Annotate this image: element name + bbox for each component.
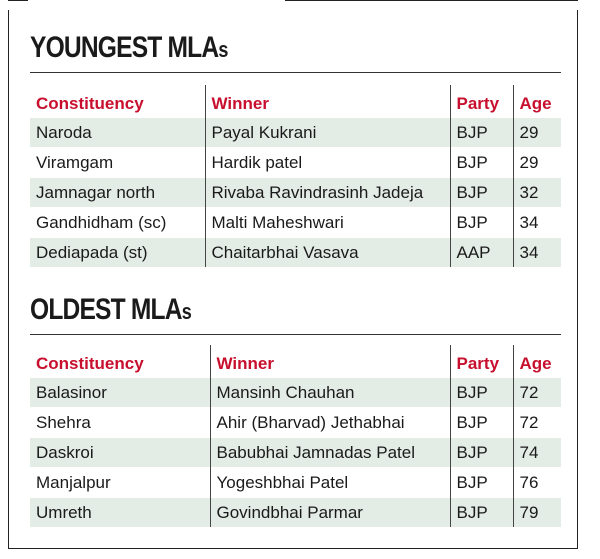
col-constituency: Constituency bbox=[36, 94, 144, 113]
table-row bbox=[30, 208, 561, 238]
cell-age: 72 bbox=[513, 378, 561, 408]
cell-party: BJP bbox=[450, 178, 513, 208]
cell-constituency: Jamnagar north bbox=[30, 178, 205, 208]
table-row bbox=[30, 408, 561, 438]
col-party: Party bbox=[450, 85, 513, 118]
youngest-table bbox=[30, 85, 561, 267]
cell-constituency: Dediapada (st) bbox=[30, 238, 205, 268]
table-row bbox=[30, 468, 561, 498]
cell-party: BJP bbox=[450, 208, 513, 238]
frame-top-left bbox=[8, 0, 28, 1]
youngest-title: YOUNGEST MLAs bbox=[30, 31, 228, 64]
col-party: Party bbox=[450, 345, 513, 378]
col-winner: Winner bbox=[205, 85, 450, 118]
cell-winner: Hardik patel bbox=[205, 148, 450, 178]
oldest-rule bbox=[30, 334, 561, 335]
cell-winner: Yogeshbhai Patel bbox=[210, 468, 450, 498]
cell-party: BJP bbox=[450, 408, 513, 438]
cell-age: 32 bbox=[513, 178, 561, 208]
cell-constituency: Daskroi bbox=[30, 438, 210, 468]
cell-party: BJP bbox=[450, 498, 513, 528]
cell-age: 76 bbox=[513, 468, 561, 498]
cell-age: 34 bbox=[513, 208, 561, 238]
cell-winner: Govindbhai Parmar bbox=[210, 498, 450, 528]
oldest-title: OLDEST MLAs bbox=[30, 293, 191, 326]
cell-age: 29 bbox=[513, 148, 561, 178]
cell-constituency: Naroda bbox=[30, 118, 205, 148]
cell-constituency: Manjalpur bbox=[30, 468, 210, 498]
cell-constituency: Viramgam bbox=[30, 148, 205, 178]
cell-winner: Payal Kukrani bbox=[205, 118, 450, 148]
cell-party: BJP bbox=[450, 468, 513, 498]
table-row bbox=[30, 378, 561, 408]
cell-constituency: Balasinor bbox=[30, 378, 210, 408]
table-row bbox=[30, 238, 561, 268]
frame-top-right bbox=[285, 0, 578, 1]
cell-age: 34 bbox=[513, 238, 561, 268]
table-row bbox=[30, 118, 561, 148]
cell-winner: Ahir (Bharvad) Jethabhai bbox=[210, 408, 450, 438]
cell-winner: Chaitarbhai Vasava bbox=[205, 238, 450, 268]
oldest-section bbox=[30, 290, 561, 527]
cell-age: 72 bbox=[513, 408, 561, 438]
col-age: Age bbox=[513, 345, 561, 378]
table-row bbox=[30, 148, 561, 178]
cell-constituency: Umreth bbox=[30, 498, 210, 528]
oldest-table bbox=[30, 345, 561, 527]
table-row bbox=[30, 498, 561, 528]
col-winner: Winner bbox=[210, 345, 450, 378]
cell-constituency: Shehra bbox=[30, 408, 210, 438]
youngest-header-row bbox=[30, 85, 561, 118]
cell-age: 29 bbox=[513, 118, 561, 148]
cell-party: AAP bbox=[450, 238, 513, 268]
col-constituency: Constituency bbox=[36, 354, 144, 373]
youngest-rule bbox=[30, 72, 561, 73]
youngest-section bbox=[30, 28, 561, 267]
cell-winner: Rivaba Ravindrasinh Jadeja bbox=[205, 178, 450, 208]
cell-age: 74 bbox=[513, 438, 561, 468]
table-row bbox=[30, 438, 561, 468]
cell-winner: Babubhai Jamnadas Patel bbox=[210, 438, 450, 468]
table-row bbox=[30, 178, 561, 208]
cell-party: BJP bbox=[450, 378, 513, 408]
cell-age: 79 bbox=[513, 498, 561, 528]
col-age: Age bbox=[513, 85, 561, 118]
cell-winner: Mansinh Chauhan bbox=[210, 378, 450, 408]
cell-constituency: Gandhidham (sc) bbox=[30, 208, 205, 238]
cell-party: BJP bbox=[450, 148, 513, 178]
oldest-header-row bbox=[30, 345, 561, 378]
cell-party: BJP bbox=[450, 438, 513, 468]
cell-winner: Malti Maheshwari bbox=[205, 208, 450, 238]
cell-party: BJP bbox=[450, 118, 513, 148]
